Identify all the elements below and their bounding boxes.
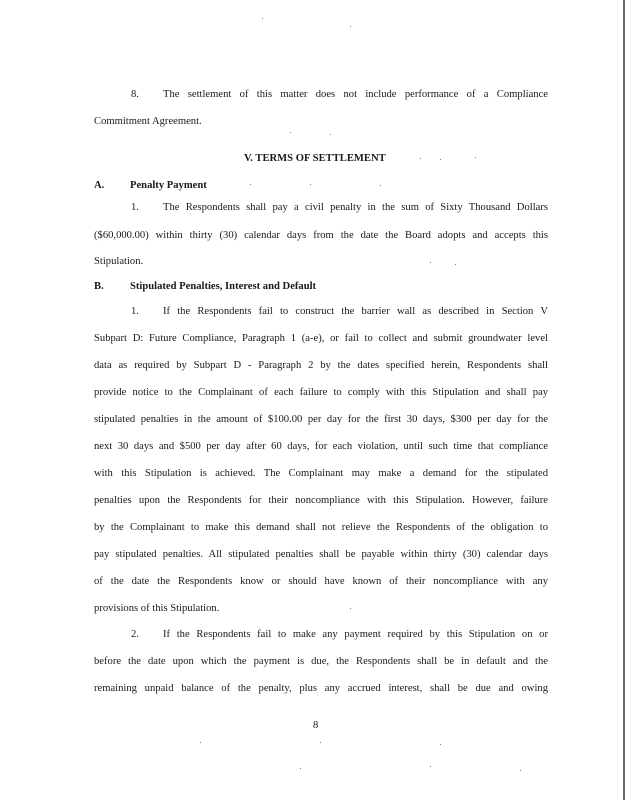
b-item-1-line: by the Complainant to make this demand shall not relieve the Respondents of the obligation to (94, 522, 548, 533)
b-item-1-line: pay stipulated penalties. All stipulated penalties shall be payable within thirty (30) calendar days (94, 549, 548, 560)
scan-speck (430, 766, 431, 767)
a-item-1-line: Stipulation. (94, 256, 144, 267)
b-item-1-line: If the Respondents fail to construct the barrier wall as described in Section V (163, 306, 548, 317)
scan-speck (262, 18, 263, 19)
b-item-1-line: of the date the Respondents know or should have known of their noncompliance with any (94, 576, 548, 587)
b-item-2-line: If the Respondents fail to make any payment required by this Stipulation on or (163, 629, 548, 640)
b-item-1-line: data as required by Subpart D - Paragraph 2 by the dates specified herein, Respondents shall (94, 360, 548, 371)
b-item-1-line: penalties upon the Respondents for their noncompliance with this Stipulation. However, failure (94, 495, 548, 506)
b-item-2-line: remaining unpaid balance of the penalty, plus any accrued interest, shall be due and owing (94, 683, 548, 694)
b-item-1-number: 1. (131, 306, 139, 317)
scan-speck (200, 742, 201, 743)
scan-speck (420, 158, 421, 159)
scan-speck (430, 262, 431, 263)
scan-speck (440, 744, 441, 745)
subsection-b-title: Stipulated Penalties, Interest and Default (130, 281, 317, 292)
paragraph-8-line-2: Commitment Agreement. (94, 116, 202, 127)
paragraph-8-number: 8. (131, 89, 139, 100)
subsection-a-letter: A. (94, 180, 105, 191)
scan-speck (350, 26, 351, 27)
scan-speck (380, 185, 381, 186)
b-item-1-line: Subpart D: Future Compliance, Paragraph 1 (a-e), or fail to collect and submit groundwater level (94, 333, 548, 344)
paragraph-8-line-1: The settlement of this matter does not include performance of a Compliance (163, 89, 548, 100)
b-item-1-line: stipulated penalties in the amount of $100.00 per day for the first 30 days, $300 per day for the (94, 414, 548, 425)
scan-speck (330, 134, 331, 135)
section-heading: V. TERMS OF SETTLEMENT (244, 153, 386, 164)
a-item-1-line: The Respondents shall pay a civil penalty in the sum of Sixty Thousand Dollars (163, 202, 548, 213)
subsection-a-title: Penalty Payment (130, 180, 207, 191)
a-item-1-line: ($60,000.00) within thirty (30) calendar days from the date the Board adopts and accepts this (94, 230, 548, 241)
scan-speck (440, 159, 441, 160)
b-item-1-line: provisions of this Stipulation. (94, 603, 220, 614)
b-item-2-number: 2. (131, 629, 139, 640)
scan-speck (290, 132, 291, 133)
scan-speck (310, 184, 311, 185)
subsection-b-letter: B. (94, 281, 104, 292)
scan-speck (455, 264, 456, 265)
scan-speck (300, 768, 301, 769)
scan-speck (320, 742, 321, 743)
scan-speck (475, 157, 476, 158)
page-number: 8 (313, 720, 319, 731)
b-item-2-line: before the date upon which the payment is due, the Respondents shall be in default and the (94, 656, 548, 667)
a-item-1-number: 1. (131, 202, 139, 213)
scan-speck (520, 770, 521, 771)
b-item-1-line: next 30 days and $500 per day after 60 days, for each violation, until such time that compliance (94, 441, 548, 452)
scan-speck (250, 184, 251, 185)
scan-speck (350, 608, 351, 609)
b-item-1-line: provide notice to the Complainant of each failure to comply with this Stipulation and shall pay (94, 387, 548, 398)
b-item-1-line: with this Stipulation is achieved. The Complainant may make a demand for the stipulated (94, 468, 548, 479)
